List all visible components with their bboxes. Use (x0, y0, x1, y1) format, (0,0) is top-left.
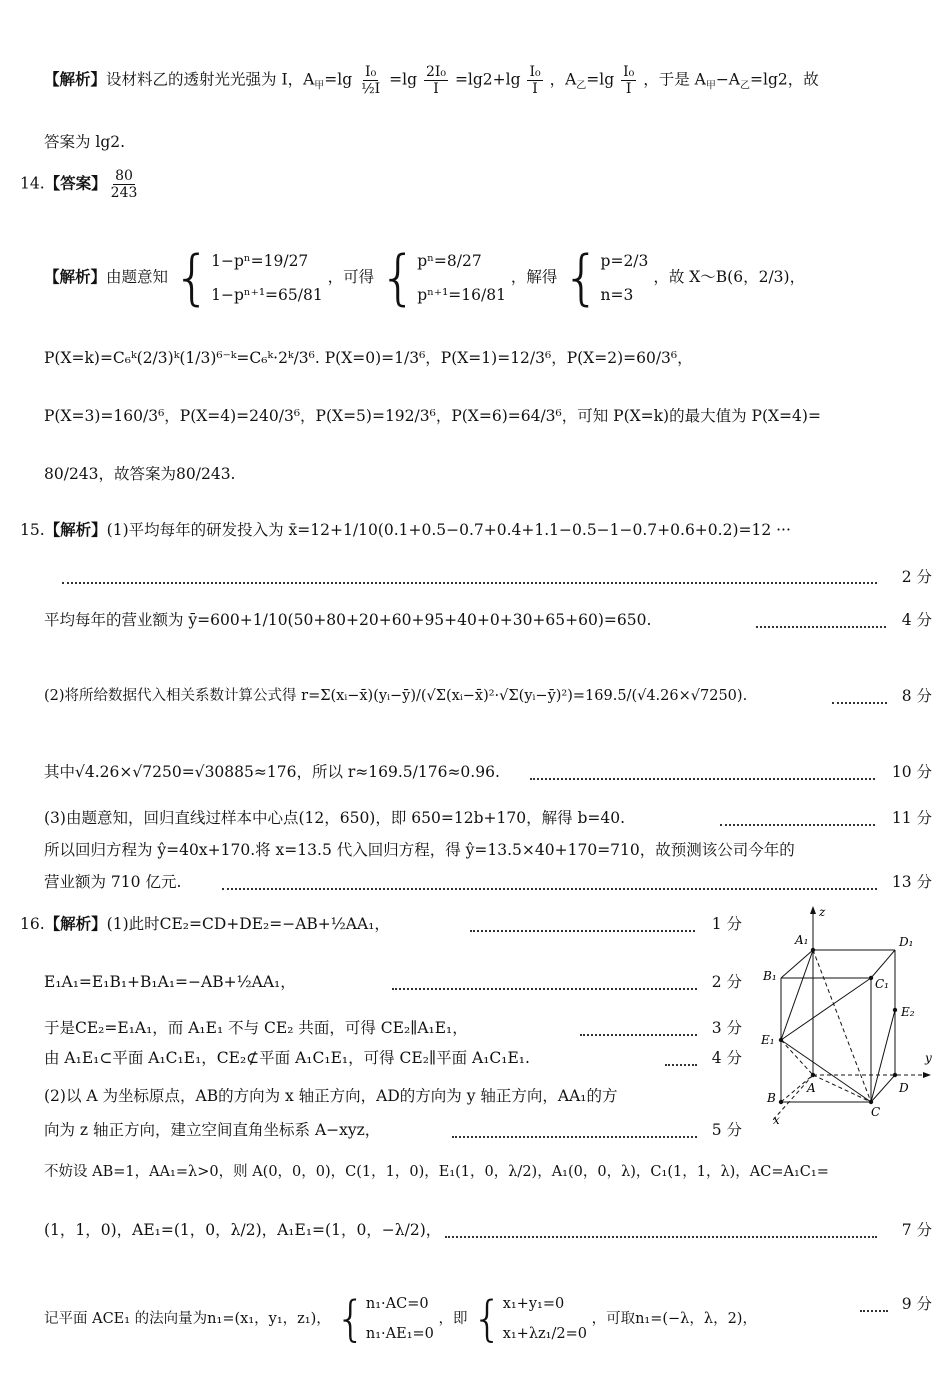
fraction: $\frac{\text{I₀}}{\text{½I}}$ (361, 64, 381, 98)
s16-line6: 向为 z 轴正方向，建立空间直角坐标系 A−xyz， (44, 1121, 381, 1139)
s16-line7: 不妨设 AB=1，AA₁=λ>0，则 A(0，0，0)，C(1，1，0)，E₁(1，0，λ/2)，A₁(0，0，λ)，C₁(1，1，λ)，AC=A₁C₁= (44, 1164, 829, 1180)
score-mark: 11 分 (891, 809, 932, 827)
dot-leader (62, 582, 877, 584)
s16-line1: 16.【解析】(1)此时CE₂=CD+DE₂=−AB+½AA₁， (20, 914, 390, 933)
fig-label: A₁ (795, 933, 809, 947)
dot-leader (530, 778, 875, 780)
dot-leader (860, 1310, 888, 1312)
score-mark: 4 分 (901, 611, 932, 629)
dot-leader (222, 888, 877, 890)
s15-line1: 15.【解析】(1)平均每年的研发投入为 x̄=12+1/10(0.1+0.5−0.7+0.4+1.1−0.5−1−0.7+0.6+0.2)=12 ··· (20, 520, 791, 539)
s15-line6: 所以回归方程为 ŷ=40x+170.将 x=13.5 代入回归方程，得 ŷ=13.5×40+170=710，故预测该公司今年的 (44, 841, 795, 859)
score-mark: 8 分 (901, 687, 932, 705)
s14-line3: P(X=k)=C₆ᵏ(2/3)ᵏ(1/3)⁶⁻ᵏ=C₆ᵏ·2ᵏ/3⁶. P(X=0)=1/3⁶，P(X=1)=12/3⁶，P(X=2)=60/3⁶， (44, 349, 693, 367)
fig-label: D₁ (899, 935, 914, 949)
s16-line5: (2)以 A 为坐标原点，AB的方向为 x 轴正方向，AD的方向为 y 轴正方向，AA₁的方 (44, 1087, 618, 1105)
score-mark: 9 分 (901, 1295, 932, 1313)
fig-label: D (899, 1081, 909, 1095)
s16-line4: 由 A₁E₁⊂平面 A₁C₁E₁，CE₂⊄平面 A₁C₁E₁，可得 CE₂∥平面 A₁C₁E₁. (44, 1049, 530, 1067)
s16-line3: 于是CE₂=E₁A₁，而 A₁E₁ 不与 CE₂ 共面，可得 CE₂∥A₁E₁， (44, 1019, 468, 1037)
fig-label: x (773, 1113, 780, 1127)
s15-line3: (2)将所给数据代入相关系数计算公式得 r=Σ(xᵢ−x̄)(yᵢ−ȳ)/(√Σ(xᵢ−x̄)²·√Σ(yᵢ−ȳ)²)=169.5/(√4.26×√7250). (44, 688, 748, 704)
prism-figure (755, 900, 945, 1130)
score-mark: 2 分 (901, 568, 932, 586)
score-mark: 7 分 (901, 1221, 932, 1239)
fig-label: B₁ (763, 969, 777, 983)
fraction: $\frac{\text{I₀}}{I}$ (529, 64, 541, 98)
fig-label: y (925, 1051, 932, 1065)
dot-leader (720, 824, 875, 826)
s13-line1: 【解析】设材料乙的透射光光强为 I，$A_甲=\lg$ $\frac{\text{I₀}}{\text{½I}}$ =lg $\frac{\text{2I₀}}{I}$ =lg2+lg $\frac{\text{I₀}}{I}$ ，$A_乙=\lg$ $\frac{\text{I₀}}{I}$ ，于是 $A_甲-A_乙=\lg 2$，故 (44, 64, 819, 98)
fig-label: B (767, 1091, 776, 1105)
s14-line1: 【解析】由题意知 { 1−pⁿ=19/27 1−pⁿ⁺¹=65/81 ，可得 { pⁿ=8/27 pⁿ⁺¹=16/81 ，解得 { p=2/3 n=3 ，故 X～B(6，2/3)， (44, 243, 806, 313)
fraction: $\frac{\text{I₀}}{I}$ (623, 64, 635, 98)
s15-line5: (3)由题意知，回归直线过样本中心点(12，650)，即 650=12b+170，解得 b=40. (44, 809, 626, 827)
dot-leader (470, 930, 695, 932)
fig-label: z (819, 905, 826, 919)
score-mark: 10 分 (891, 763, 932, 781)
s16-line8: (1，1，0)，AE₁=(1，0，λ/2)，A₁E₁=(1，0，−λ/2)， (44, 1221, 442, 1239)
fig-label: C₁ (875, 977, 889, 991)
dot-leader (445, 1236, 877, 1238)
dot-leader (392, 988, 697, 990)
s14-answer: 14.【答案】 $\frac{80}{243}$ (20, 168, 138, 202)
score-mark: 13 分 (891, 873, 932, 891)
s14-line5: 80/243，故答案为80/243. (44, 465, 236, 483)
fig-label: A (807, 1081, 816, 1095)
s13-line2: 答案为 lg2. (44, 133, 126, 151)
fig-label: E₁ (761, 1033, 775, 1047)
dot-leader (756, 626, 886, 628)
score-mark: 5 分 (711, 1121, 742, 1139)
dot-leader (665, 1064, 697, 1066)
s16-line2: E₁A₁=E₁B₁+B₁A₁=−AB+½AA₁， (44, 973, 296, 991)
fig-label: C (871, 1105, 881, 1119)
dot-leader (832, 702, 887, 704)
score-mark: 4 分 (711, 1049, 742, 1067)
score-mark: 2 分 (711, 973, 742, 991)
fraction: $\frac{\text{2I₀}}{I}$ (425, 64, 446, 98)
s15-line4: 其中√4.26×√7250=√30885≈176，所以 r≈169.5/176≈0.96. (44, 763, 500, 781)
s14-line4: P(X=3)=160/3⁶，P(X=4)=240/3⁶，P(X=5)=192/3⁶，P(X=6)=64/3⁶，可知 P(X=k)的最大值为 P(X=4)= (44, 407, 821, 425)
fig-label: E₂ (901, 1005, 915, 1019)
dot-leader (580, 1034, 697, 1036)
s16-line9: 记平面 ACE₁ 的法向量为n₁=(x₁，y₁，z₁)， { n₁·AC=0 n₁·AE₁=0 ，即 { x₁+y₁=0 x₁+λz₁/2=0 ，可取n₁=(−λ，λ，2)， (44, 1291, 757, 1347)
score-mark: 1 分 (711, 915, 742, 933)
analysis-label: 【解析】 (44, 69, 107, 89)
dot-leader (452, 1136, 697, 1138)
s15-line2: 平均每年的营业额为 ȳ=600+1/10(50+80+20+60+95+40+0+30+65+60)=650. (44, 611, 652, 629)
s15-line7: 营业额为 710 亿元. (44, 873, 182, 891)
score-mark: 3 分 (711, 1019, 742, 1037)
